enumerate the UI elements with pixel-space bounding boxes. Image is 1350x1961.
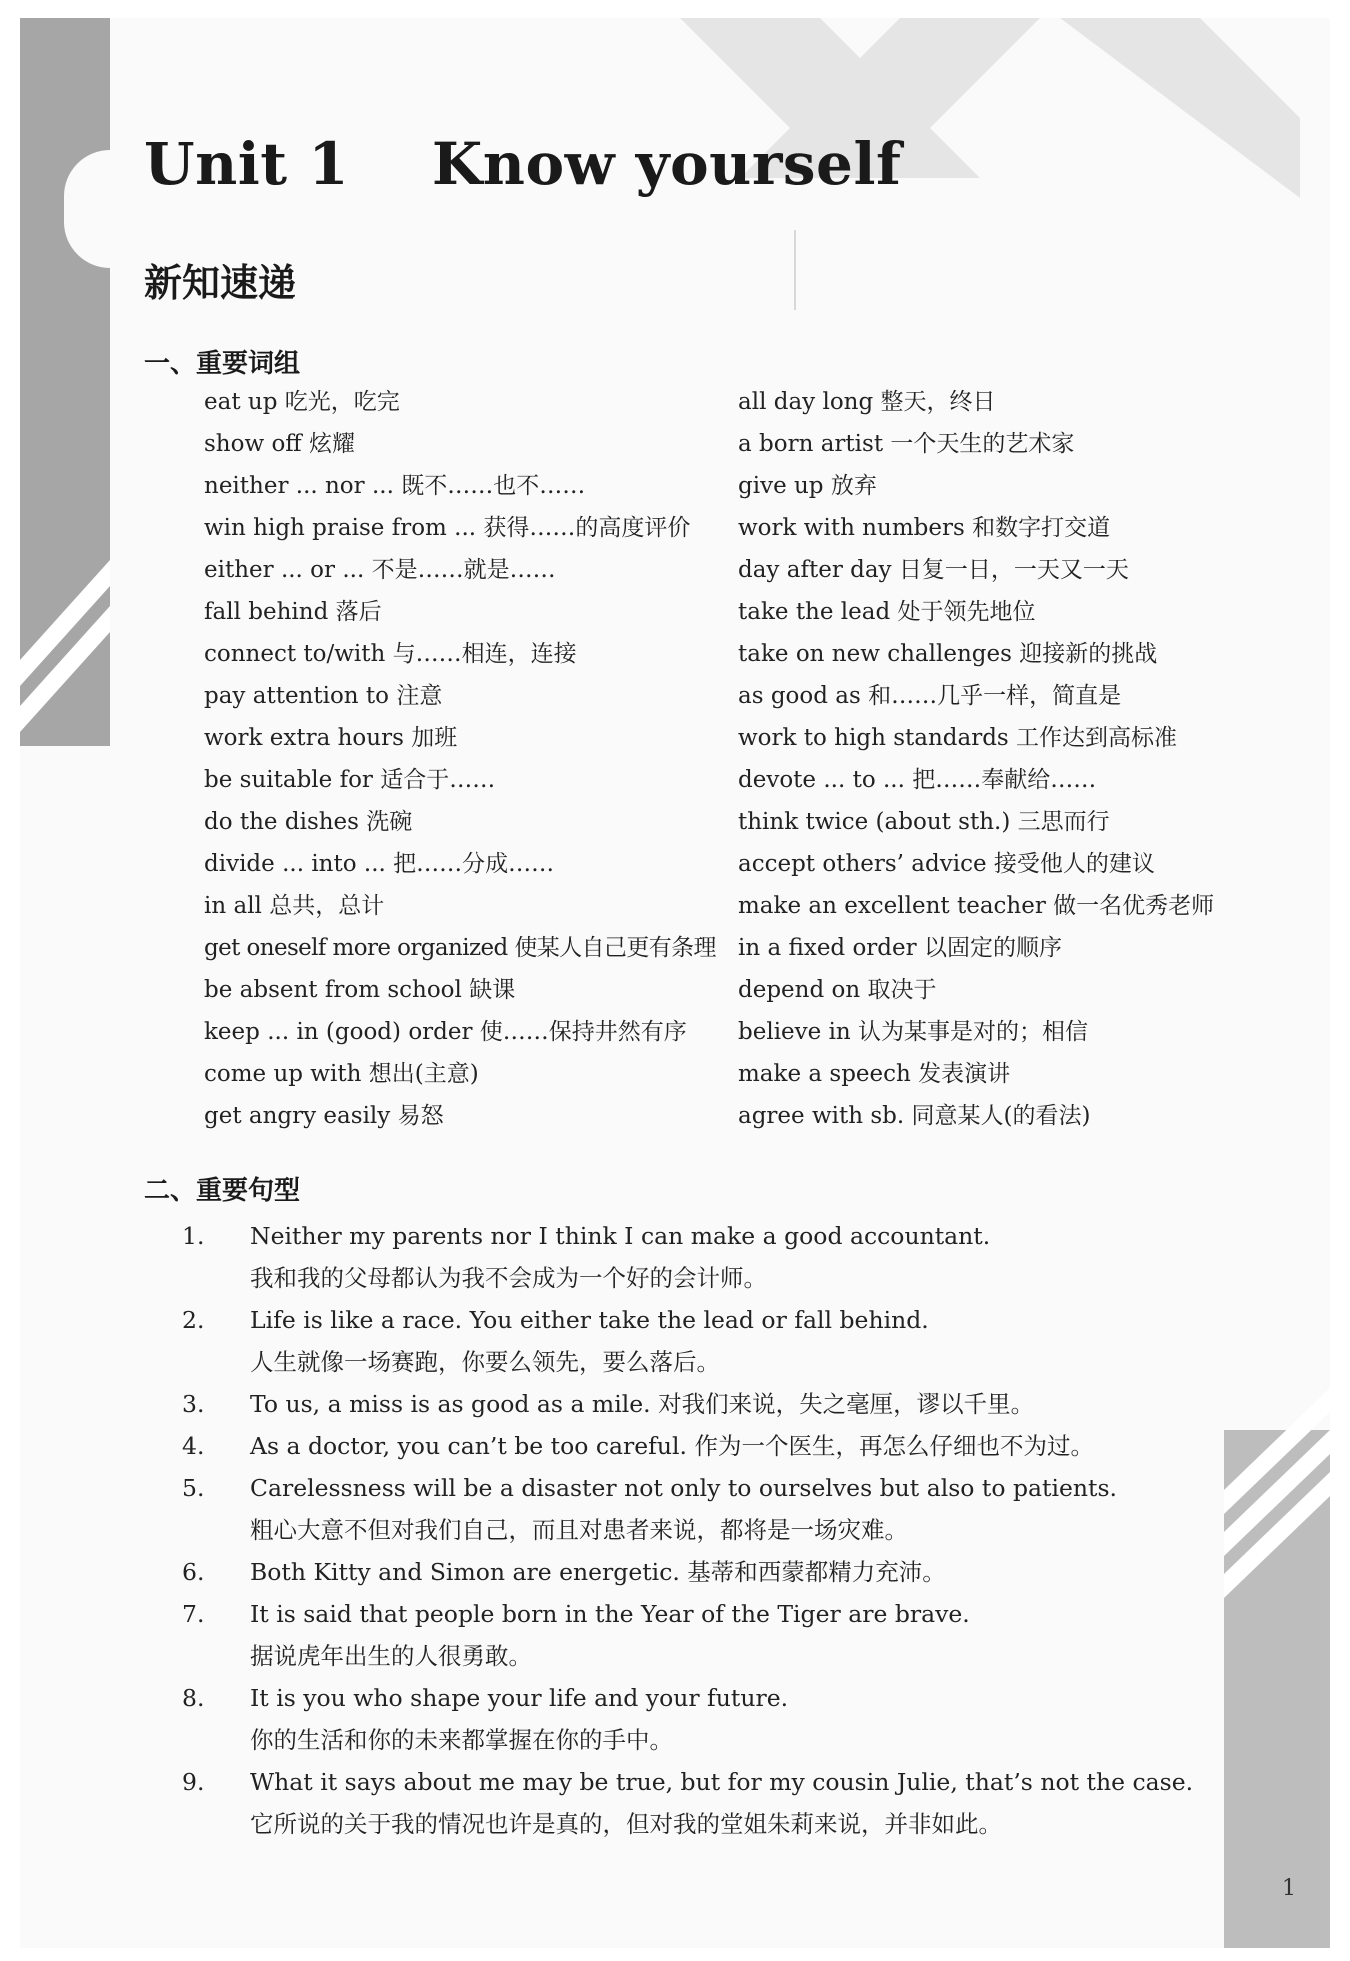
sentence-number: 3. (182, 1390, 205, 1418)
unit-title: Unit 1 Know yourself (144, 130, 902, 198)
sentence-number: 5. (182, 1474, 205, 1502)
sentence-item (182, 1761, 1194, 1845)
sentence-number: 4. (182, 1432, 205, 1460)
sentence-number: 2. (182, 1306, 205, 1334)
sentence-number: 1. (182, 1222, 205, 1250)
sentence-chinese: 人生就像一场赛跑，你要么领先，要么落后。 (250, 1348, 720, 1376)
list-item: either ... or ... 不是……就是…… (204, 557, 556, 583)
sentence-chinese: 它所说的关于我的情况也许是真的，但对我的堂姐朱莉来说，并非如此。 (250, 1810, 1002, 1838)
sentence-english: Life is like a race. You either take the lead or fall behind. (250, 1306, 929, 1334)
sentence-chinese: 你的生活和你的未来都掌握在你的手中。 (250, 1726, 673, 1754)
sentences-heading: 二、重要句型 (144, 1176, 301, 1206)
list-item: neither ... nor ... 既不……也不…… (204, 473, 586, 499)
list-item: do the dishes 洗碗 (204, 809, 413, 835)
sentence-english: Neither my parents nor I think I can make a good accountant. (250, 1222, 991, 1250)
list-item: make a speech 发表演讲 (738, 1061, 1011, 1087)
list-item: win high praise from ... 获得……的高度评价 (204, 515, 691, 541)
sentence-english: What it says about me may be true, but for my cousin Julie, that’s not the case. (250, 1768, 1194, 1796)
list-item: work to high standards 工作达到高标准 (738, 725, 1178, 751)
list-item: get angry easily 易怒 (204, 1103, 444, 1129)
list-item: all day long 整天，终日 (738, 389, 996, 415)
sentence-item (182, 1677, 1193, 1761)
list-item: work with numbers 和数字打交道 (738, 515, 1111, 541)
list-item: connect to/with 与……相连，连接 (204, 641, 577, 667)
list-item: think twice (about sth.) 三思而行 (738, 809, 1110, 835)
list-item: accept others’ advice 接受他人的建议 (738, 851, 1155, 877)
sentence-item (182, 1551, 1193, 1593)
list-item: be suitable for 适合于…… (204, 767, 496, 793)
list-item: pay attention to 注意 (204, 683, 443, 709)
section-title: 新知速递 (144, 261, 297, 305)
sentence-item (182, 1299, 1193, 1383)
list-item: as good as 和……几乎一样，简直是 (738, 683, 1122, 709)
list-item: be absent from school 缺课 (204, 977, 516, 1003)
sentence-english: To us, a miss is as good as a mile. 对我们来说，失之毫厘，谬以千里。 (250, 1390, 1035, 1418)
sentence-english: Carelessness will be a disaster not only to ourselves but also to patients. (250, 1474, 1117, 1502)
sentence-item (182, 1425, 1193, 1467)
list-item: day after day 日复一日，一天又一天 (738, 557, 1129, 583)
list-item: keep ... in (good) order 使……保持井然有序 (204, 1019, 687, 1045)
phrase-list-left (204, 381, 716, 1137)
list-item: in all 总共，总计 (204, 893, 385, 919)
list-item: show off 炫耀 (204, 431, 355, 457)
sentence-english: It is you who shape your life and your future. (250, 1684, 789, 1712)
list-item: give up 放弃 (738, 473, 877, 499)
list-item: take the lead 处于领先地位 (738, 599, 1036, 625)
list-item: depend on 取决于 (738, 977, 937, 1003)
phrases-heading: 一、重要词组 (144, 349, 301, 379)
list-item: in a fixed order 以固定的顺序 (738, 935, 1062, 961)
list-item: fall behind 落后 (204, 599, 382, 625)
sentence-english: As a doctor, you can’t be too careful. 作为一个医生，再怎么仔细也不为过。 (250, 1432, 1094, 1460)
list-item: make an excellent teacher 做一名优秀老师 (738, 893, 1215, 919)
sentence-list (182, 1215, 1194, 1845)
sentence-english: Both Kitty and Simon are energetic. 基蒂和西蒙都精力充沛。 (250, 1558, 946, 1586)
phrase-list-right (738, 381, 1214, 1137)
sentence-item (182, 1467, 1193, 1551)
list-item: divide ... into ... 把……分成…… (204, 851, 555, 877)
sentence-number: 8. (182, 1684, 205, 1712)
list-item: devote ... to ... 把……奉献给…… (738, 767, 1097, 793)
sentence-item (182, 1383, 1193, 1425)
sentence-english: It is said that people born in the Year of the Tiger are brave. (250, 1600, 970, 1628)
list-item: believe in 认为某事是对的；相信 (738, 1019, 1089, 1045)
sentence-chinese: 我和我的父母都认为我不会成为一个好的会计师。 (250, 1264, 767, 1292)
sentence-number: 7. (182, 1600, 205, 1628)
sentence-item (182, 1593, 1193, 1677)
page-number: 1 (1282, 1876, 1296, 1901)
list-item: come up with 想出(主意) (204, 1061, 479, 1087)
list-item: eat up 吃光，吃完 (204, 389, 400, 415)
sentence-item (182, 1215, 1193, 1299)
sentence-chinese: 据说虎年出生的人很勇敢。 (250, 1642, 532, 1670)
list-item: work extra hours 加班 (204, 725, 458, 751)
sentence-number: 9. (182, 1768, 205, 1796)
list-item: agree with sb. 同意某人(的看法) (738, 1103, 1091, 1129)
sentence-number: 6. (182, 1558, 205, 1586)
list-item: get oneself more organized 使某人自己更有条理 (204, 935, 716, 961)
list-item: a born artist 一个天生的艺术家 (738, 431, 1075, 457)
sentence-chinese: 粗心大意不但对我们自己，而且对患者来说，都将是一场灾难。 (250, 1516, 908, 1544)
list-item: take on new challenges 迎接新的挑战 (738, 641, 1158, 667)
